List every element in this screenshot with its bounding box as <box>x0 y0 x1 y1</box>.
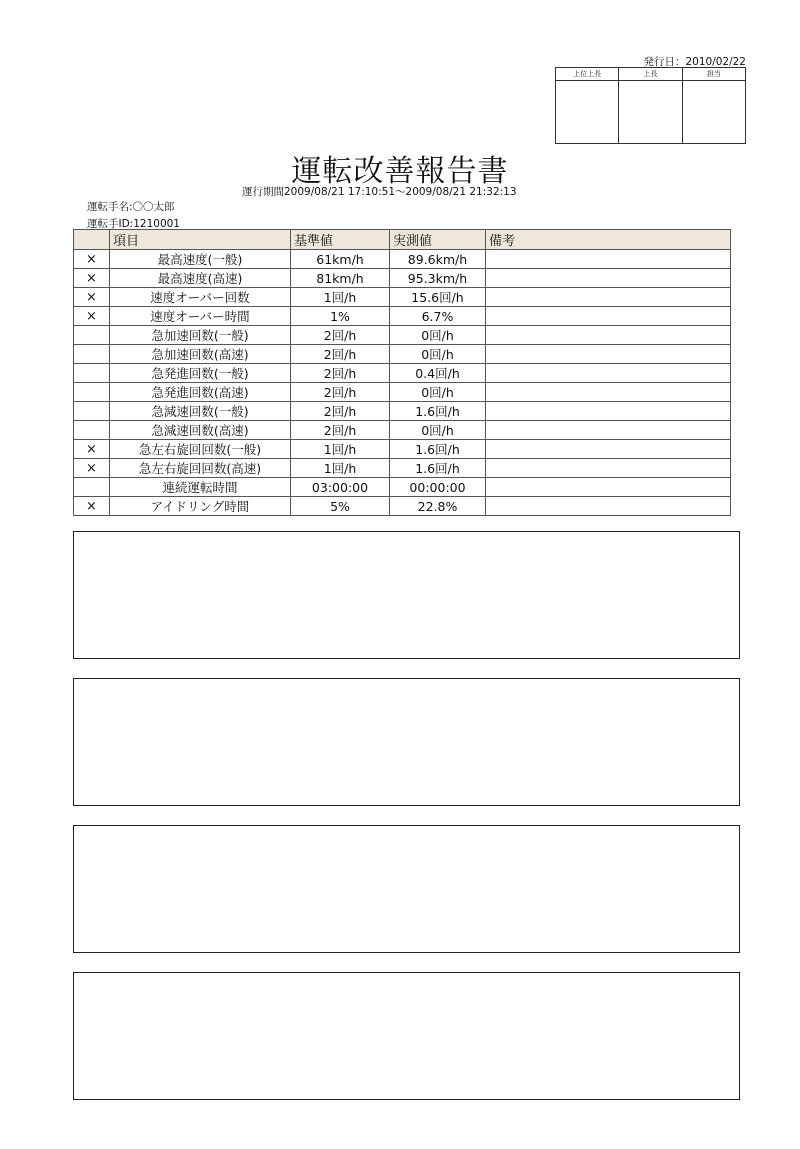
row-standard: 1回/h <box>291 459 390 478</box>
issue-date: 発行日：2010/02/22 <box>643 56 746 68</box>
header-mark <box>74 230 110 250</box>
row-standard: 2回/h <box>291 402 390 421</box>
row-standard: 61km/h <box>291 250 390 269</box>
header-actual: 実測値 <box>390 230 486 250</box>
row-actual: 0回/h <box>390 345 486 364</box>
table-row <box>74 383 731 402</box>
header-item: 項目 <box>110 230 291 250</box>
row-standard: 5% <box>291 497 390 516</box>
row-mark: × <box>74 250 110 269</box>
row-mark <box>74 326 110 345</box>
table-row <box>74 288 731 307</box>
row-mark: × <box>74 269 110 288</box>
row-mark: × <box>74 440 110 459</box>
row-standard: 2回/h <box>291 383 390 402</box>
row-standard: 2回/h <box>291 326 390 345</box>
table-row <box>74 269 731 288</box>
row-actual: 0回/h <box>390 421 486 440</box>
row-note <box>486 421 731 440</box>
row-actual: 0回/h <box>390 326 486 345</box>
header-note: 備考 <box>486 230 731 250</box>
row-mark: × <box>74 288 110 307</box>
row-standard: 2回/h <box>291 421 390 440</box>
approval-col-manager <box>619 68 682 143</box>
table-row <box>74 497 731 516</box>
row-item: 急発進回数(一般) <box>110 364 291 383</box>
row-item: アイドリング時間 <box>110 497 291 516</box>
table-row <box>74 421 731 440</box>
row-mark <box>74 345 110 364</box>
approval-header: 担当 <box>683 68 745 81</box>
row-item: 急減速回数(一般) <box>110 402 291 421</box>
row-item: 急発進回数(高速) <box>110 383 291 402</box>
header-standard: 基準値 <box>291 230 390 250</box>
row-note <box>486 307 731 326</box>
row-standard: 1% <box>291 307 390 326</box>
approval-col-senior-manager <box>556 68 619 143</box>
row-note <box>486 250 731 269</box>
row-item: 連続運転時間 <box>110 478 291 497</box>
row-actual: 00:00:00 <box>390 478 486 497</box>
table-row <box>74 478 731 497</box>
row-note <box>486 326 731 345</box>
table-row <box>74 345 731 364</box>
row-note <box>486 497 731 516</box>
approval-stamp-box <box>555 67 746 144</box>
table-row <box>74 364 731 383</box>
table-header-row <box>74 230 731 250</box>
row-actual: 1.6回/h <box>390 440 486 459</box>
row-standard: 81km/h <box>291 269 390 288</box>
row-mark <box>74 383 110 402</box>
approval-header: 上位上長 <box>556 68 618 81</box>
row-standard: 1回/h <box>291 288 390 307</box>
row-actual: 0回/h <box>390 383 486 402</box>
row-note <box>486 459 731 478</box>
operation-period: 運行期間2009/08/21 17:10:51～2009/08/21 21:32:13 <box>242 186 517 198</box>
row-actual: 6.7% <box>390 307 486 326</box>
row-actual: 22.8% <box>390 497 486 516</box>
row-item: 最高速度(高速) <box>110 269 291 288</box>
row-standard: 2回/h <box>291 345 390 364</box>
row-note <box>486 288 731 307</box>
row-mark: × <box>74 497 110 516</box>
row-mark <box>74 478 110 497</box>
table-row <box>74 440 731 459</box>
row-actual: 1.6回/h <box>390 402 486 421</box>
table-row <box>74 326 731 345</box>
comment-box-4[interactable] <box>73 972 740 1100</box>
approval-header: 上長 <box>619 68 681 81</box>
comment-box-2[interactable] <box>73 678 740 806</box>
row-mark: × <box>74 459 110 478</box>
row-standard: 1回/h <box>291 440 390 459</box>
driving-report-table <box>73 229 731 516</box>
row-item: 急加速回数(一般) <box>110 326 291 345</box>
approval-col-person-in-charge <box>683 68 745 143</box>
page-title: 運転改善報告書 <box>291 154 509 189</box>
row-actual: 89.6km/h <box>390 250 486 269</box>
table-row <box>74 250 731 269</box>
row-note <box>486 269 731 288</box>
row-actual: 95.3km/h <box>390 269 486 288</box>
table-row <box>74 307 731 326</box>
row-mark <box>74 421 110 440</box>
row-note <box>486 478 731 497</box>
row-note <box>486 402 731 421</box>
row-standard: 03:00:00 <box>291 478 390 497</box>
row-item: 急減速回数(高速) <box>110 421 291 440</box>
row-item: 急加速回数(高速) <box>110 345 291 364</box>
row-actual: 0.4回/h <box>390 364 486 383</box>
row-item: 速度オーバー時間 <box>110 307 291 326</box>
row-item: 最高速度(一般) <box>110 250 291 269</box>
row-item: 急左右旋回回数(一般) <box>110 440 291 459</box>
row-note <box>486 440 731 459</box>
row-note <box>486 364 731 383</box>
table-row <box>74 459 731 478</box>
row-note <box>486 383 731 402</box>
row-note <box>486 345 731 364</box>
table-row <box>74 402 731 421</box>
row-actual: 1.6回/h <box>390 459 486 478</box>
comment-box-3[interactable] <box>73 825 740 953</box>
row-standard: 2回/h <box>291 364 390 383</box>
driver-id: 運転手ID:1210001 <box>87 218 180 230</box>
row-item: 急左右旋回回数(高速) <box>110 459 291 478</box>
row-mark <box>74 364 110 383</box>
comment-box-1[interactable] <box>73 531 740 659</box>
row-mark <box>74 402 110 421</box>
row-mark: × <box>74 307 110 326</box>
row-actual: 15.6回/h <box>390 288 486 307</box>
row-item: 速度オーバー回数 <box>110 288 291 307</box>
driver-name: 運転手名:〇〇太郎 <box>87 201 175 213</box>
